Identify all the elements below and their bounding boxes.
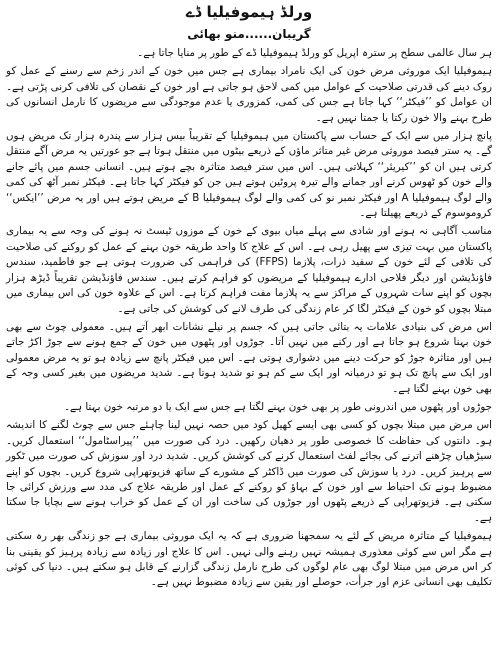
article-paragraph: ہر سال عالمی سطح پر سترہ اپریل کو ورلڈ ہیموفیلیا ڈے کے طور پر منایا جاتا ہے۔: [137, 47, 492, 59]
article-paragraph: مناسب آگاہی نہ ہونے اور شادی سے پہلے میاں بیوی کے خون کے موزوں ٹیسٹ نہ ہونے کی وجہ سے یہ بیماری پاکستان میں بہت تیزی سے پھیل رہی ہے۔ اس کے علاج کا واحد طریقہ خون بہنے کے عمل کو روکنے کی صلاحیت کی تلافی کے لئے خون کے سفید ذرات، پلازما (FFPS) کی فراہمی کی ضرورت ہوتی ہے جو فاطمید، سندس فاؤنڈیشن اور دیگر فلاحی ادارے ہیموفیلیا کے مریضوں کو فراہم کرتے ہیں۔ سندس فاؤنڈیشن تقریباً ڈیڑھ ہزار بچوں کو اپنے سات شہروں کے مراکز سے یہ پلازما مفت فراہم کرتا ہے۔ اس کے علاوہ خون کی اس بیماری میں مبتلا بچوں کو خون کے فیکٹر لگا کر عام زندگی کی طرف لانے کی کوشش کی جاتی ہے۔: [6, 225, 492, 315]
article-paragraph: پانچ ہزار میں سے ایک کے حساب سے پاکستان میں ہیموفیلیا کے تقریباً بیس ہزار سے پندرہ ہزار تک مریض ہوں گے۔ یہ ستر فیصد موروثی مرض غیر متاثر ماؤں کے ذریعے بیٹوں میں منتقل ہوتا ہے جو عورتیں یہ مرض آگے منتقل کرتی ہیں ان کو ’’کیریئر‘‘ کہلاتی ہیں۔ اس میں ستر فیصد متاثرہ بچے ہوتے ہیں۔ انسانی جسم میں پائے جانے والے خون کو ٹھوس کرنے اور جمانے والے تیرہ پروٹین ہوتے ہیں جن کو فیکٹر کہا جاتا ہے۔ فیکٹر نمبر آٹھ کی کمی والے لوگ ہیموفیلیا A اور فیکٹر نمبر نو کی کمی والے لوگ ہیموفیلیا B کے مریض ہوتے ہیں اور یہ مرض ’’ایکس‘‘ کروموسوم کے ذریعے پھیلتا ہے۔: [6, 130, 493, 220]
article-byline: گریبان......منو بھائی: [187, 27, 311, 41]
article-paragraph: ہیموفیلیا ایک موروثی مرض خون کی ایک نامراد بیماری ہے جس میں خون کے اندر زخم سے رسنے کے عمل کو روک دینے کی قدرتی صلاحیت کے عوامل میں کمی لاحق ہو جاتی ہے اور خون کے نقصان کی تلافی کرنی پڑتی ہے۔ ان عوامل کو ’’فیکٹر‘‘ کہا جاتا ہے جس کی کمی، کمزوری یا عدم موجودگی سے مریضوں کا نارمل انسانوں کی طرح بہنے والا خون رکتا یا جمتا نہیں ہے۔: [6, 65, 492, 124]
article-paragraph: اس مرض کی بنیادی علامات یہ بتائی جاتی ہیں کہ جسم پر نیلے نشانات ابھر آتے ہیں۔ معمولی چوٹ سے بھی خون بہنا شروع ہو جاتا ہے اور رکنے میں نہیں آتا۔ جوڑوں اور پٹھوں میں خون کے جمع ہونے سے جوڑ اکڑ جاتے ہیں اور متاثرہ جوڑ کو حرکت دینے میں دشواری ہوتی ہے۔ اس میں فیکٹر پانچ سے زیادہ ہو تو یہ مرض معمولی اور ایک سے پانچ تک ہو تو درمیانہ اور ایک سے کم ہو تو شدید ہوتا ہے۔ شدید مریضوں میں بغیر کسی وجہ کے بھی خون بہنے لگتا ہے۔: [6, 320, 492, 395]
article-paragraph: ہیموفیلیا کے متاثرہ مریض کے لئے یہ سمجھنا ضروری ہے کہ یہ ایک موروثی بیماری ہے جو زندگی بھر رہ سکتی ہے مگر اس سے کوئی معذوری ہمیشہ نہیں رہنے والی نہیں۔ اس کا علاج اور زیادہ سے زیادہ پرہیز کو یقینی بنا کر اس مرض میں مبتلا لوگ بھی عام لوگوں کی طرح نارمل زندگی گزارنے کے قابل ہو سکتے ہیں۔ دنیا کی کوئی تکلیف بھی انسانی عزم اور جرأت، حوصلے اور یقین سے زیادہ مضبوط نہیں ہے۔: [6, 530, 492, 589]
article-paragraph: جوڑوں اور پٹھوں میں اندرونی طور پر بھی خون بہنے لگتا ہے جس سے ایک یا دو مرتبہ خون بہتا ہے۔: [63, 400, 492, 413]
article-paragraph: اس مرض میں مبتلا بچوں کو کسی بھی ایسے کھیل کود میں حصہ نہیں لینا چاہئے جس سے چوٹ لگنے کا اندیشہ ہو۔ دانتوں کی حفاظت کا خصوصی طور پر دھیان رکھیں۔ درد کی صورت میں ’’پیراسٹامول‘‘ استعمال کریں۔ سیڑھیاں چڑھنے اترنے کی بجائے لفٹ استعمال کرنے کی کوشش کریں۔ شدید درد اور سوزش کی صورت میں ٹکور سے پرہیز کریں۔ درد یا سوزش کی صورت میں ڈاکٹر کے مشورے کے ساتھ فزیوتھراپی شروع کریں۔ بچوں کو اپنے مضبوط ہونے تک احتیاط سے اور خون کے بہاؤ کو روکنے کے عمل اور طریقہ علاج کی مدد سے ورزش کرائی جا سکتی ہے۔ فزیوتھراپی کے ذریعے پٹھوں اور جوڑوں کی ساخت اور ان کے عمل کو خراب ہونے سے بچایا جا سکتا ہے۔: [6, 419, 492, 524]
article-title: ورلڈ ہیموفیلیا ڈے: [185, 3, 313, 21]
